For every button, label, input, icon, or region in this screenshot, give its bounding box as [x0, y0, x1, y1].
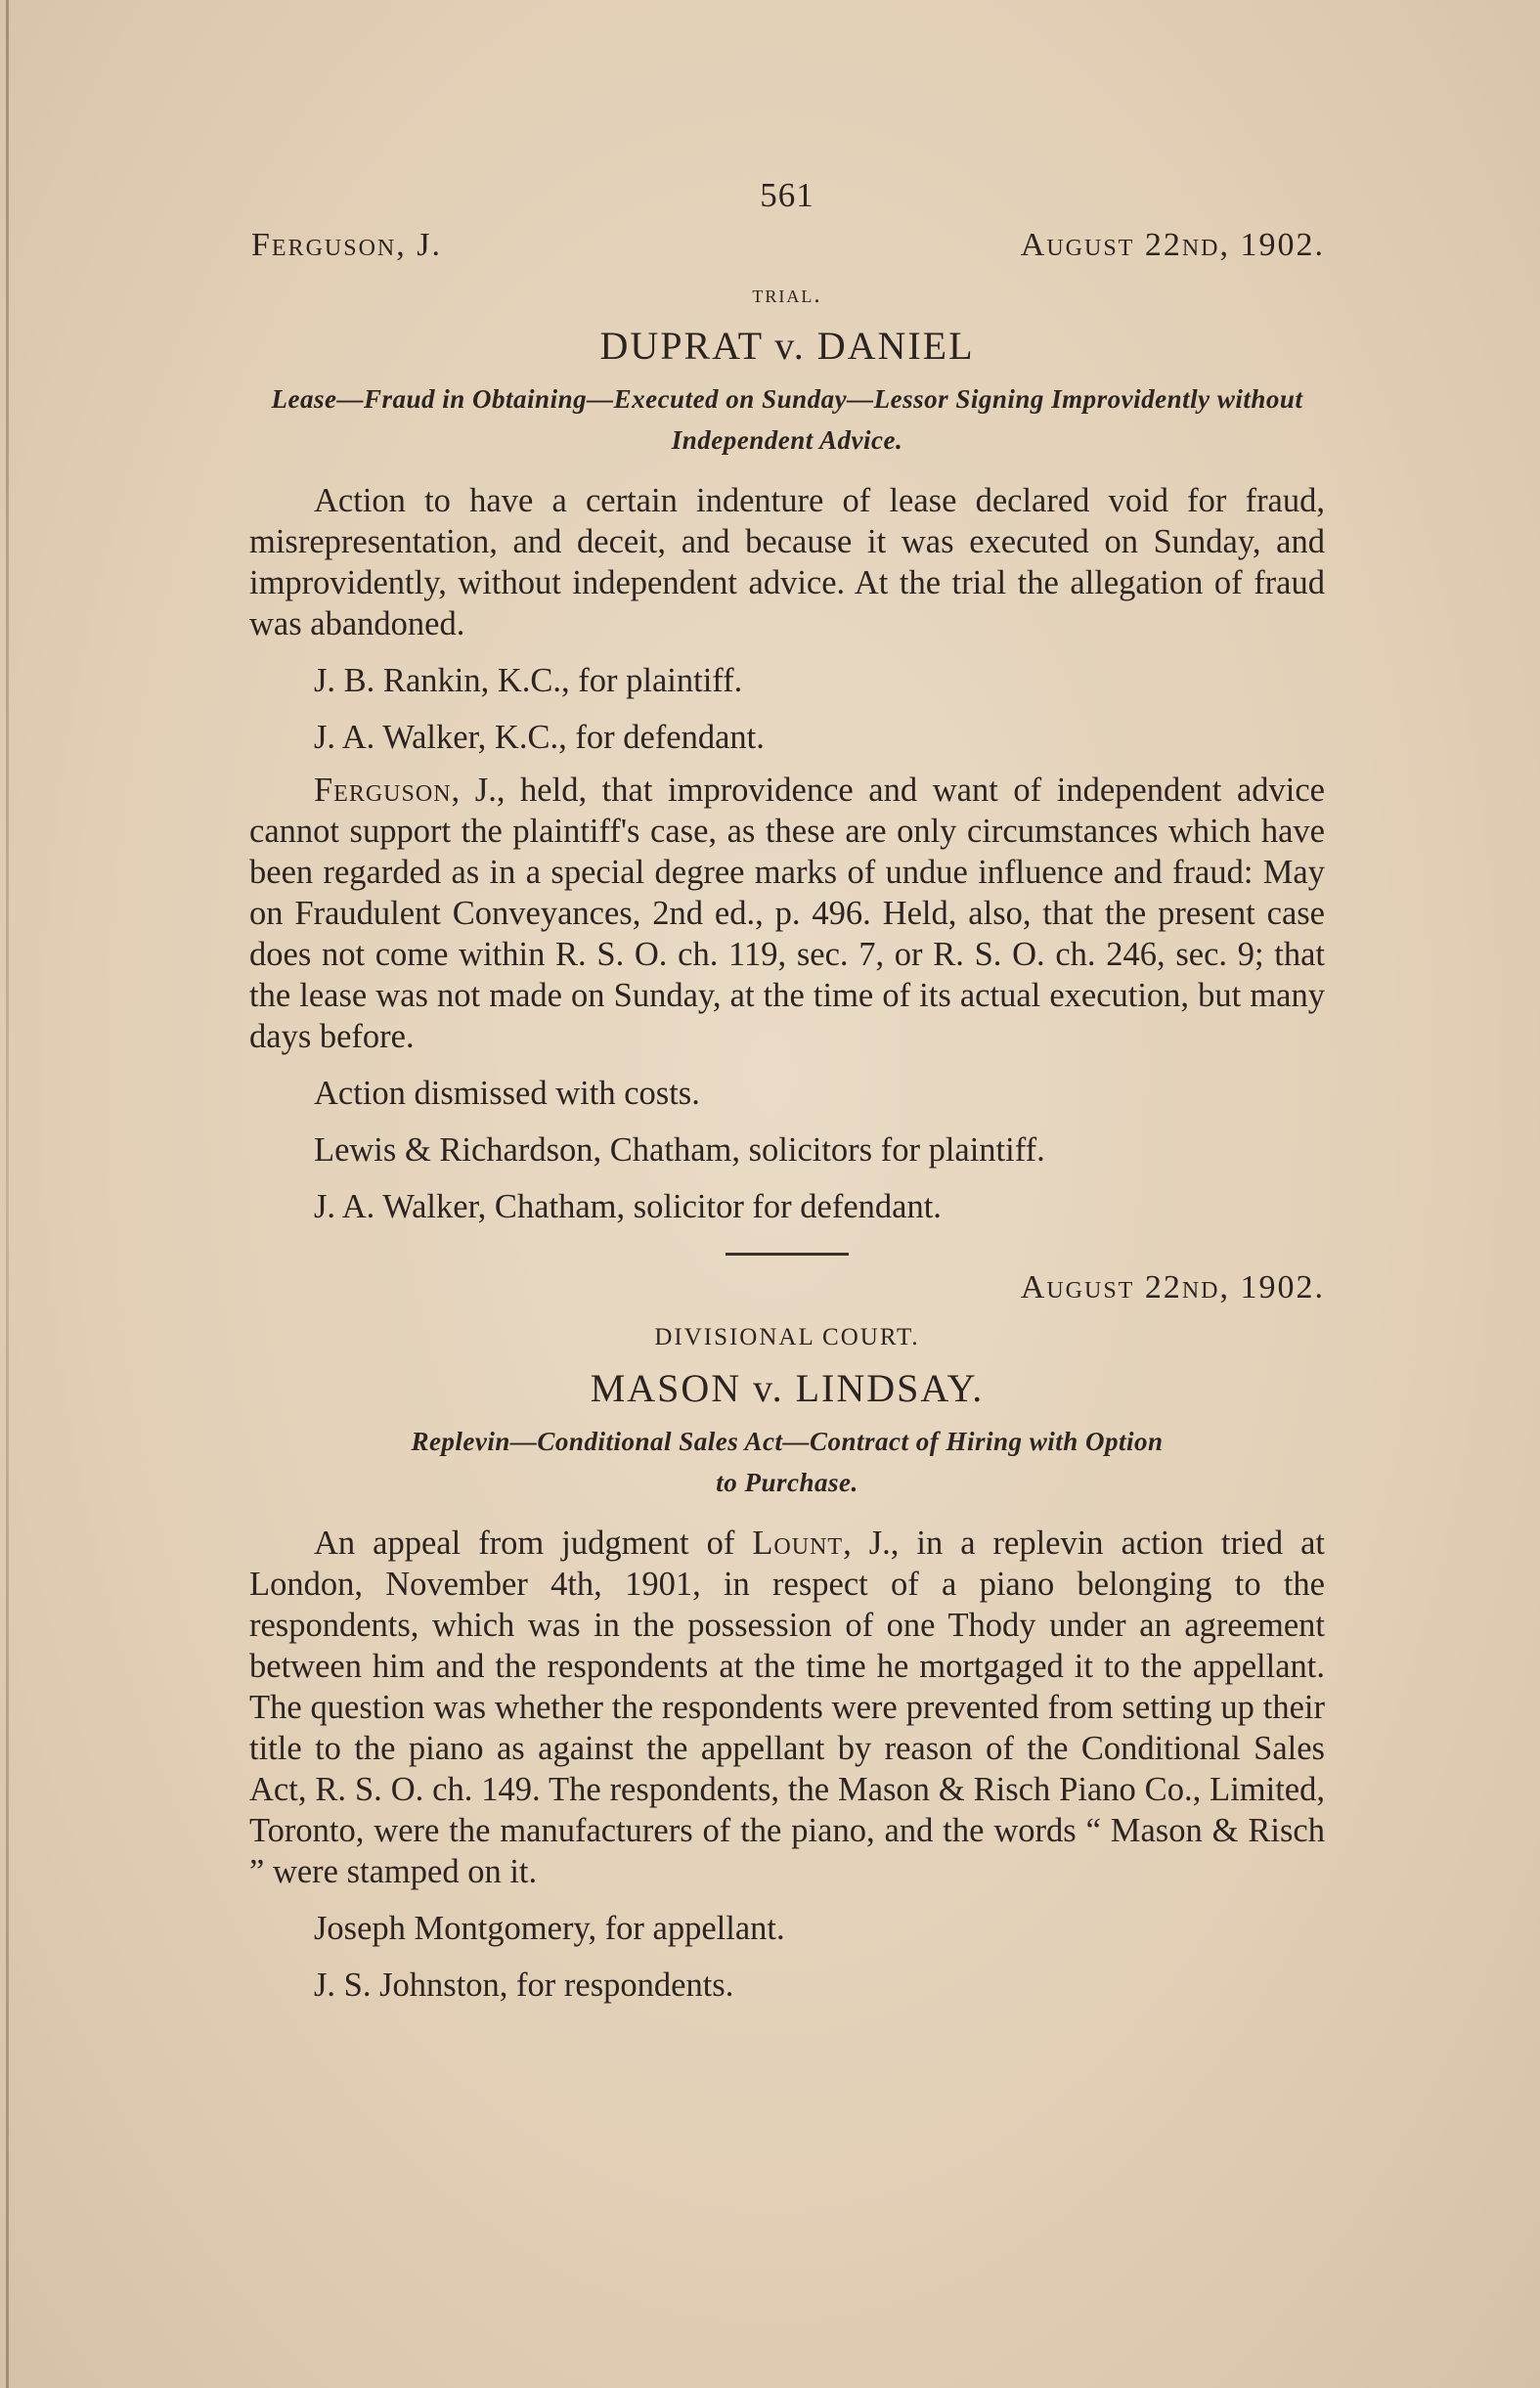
case2-catchwords-line1: Replevin—Conditional Sales Act—Contract of Hiring with Option	[411, 1427, 1164, 1456]
case2-counsel-appellant: Joseph Montgomery, for appellant.	[314, 1910, 785, 1947]
case2-counsel-respondents: J. S. Johnston, for respondents.	[314, 1967, 734, 2004]
case1-holding-text: , J., held, that improvidence and want of independent advice cannot support the plaintiff's case, as these are only circumstances which have been regarded as in a special degree marks of undue influence and fraud: May on Fraudulent Conveyances, 2nd ed., p. 496. Held, also, that the present case does not come within R. S. O. ch. 119, sec. 7, or R. S. O. ch. 246, sec. 9; that the lease was not made on Sunday, at the time of its actual execution, but many days before.	[249, 772, 1325, 1055]
binding-edge	[6, 0, 9, 2388]
case2-statement-b: , J., in a replevin action tried at London, November 4th, 1901, in respect of a piano belonging to the respondents, which was in the possession of one Thody under an agreement between him and the respondents at the time he mortgaged it to the appellant. The question was whether the respondents were prevented from setting up their title to the piano as against the appellant by reason of the Conditional Sales Act, R. S. O. ch. 149. The respondents, the Mason & Risch Piano Co., Limited, Toronto, were the manufacturers of the piano, and the words “ Mason & Risch ” were stamped on it.	[249, 1525, 1325, 1890]
case2-catchwords-line2: to Purchase.	[716, 1468, 858, 1497]
case1-holding-judge: Ferguson	[314, 772, 452, 809]
page-number: 561	[760, 176, 814, 214]
text-column	[249, 147, 1325, 2006]
case2-statement-a: An appeal from judgment of	[314, 1525, 753, 1562]
case2-date: August 22nd, 1902.	[1020, 1269, 1325, 1305]
case1-solicitors-plaintiff: Lewis & Richardson, Chatham, solicitors for plaintiff.	[314, 1131, 1045, 1169]
case1-header	[249, 227, 1325, 270]
case1-solicitors-defendant: J. A. Walker, Chatham, solicitor for defendant.	[314, 1188, 942, 1225]
case1-counsel-plaintiff: J. B. Rankin, K.C., for plaintiff.	[314, 662, 743, 699]
case1-holding	[249, 770, 1325, 1057]
case2-court: DIVISIONAL COURT.	[654, 1324, 920, 1350]
section-divider	[726, 1253, 849, 1256]
case1-catchwords: Lease—Fraud in Obtaining—Executed on Sunday—Lessor Signing Improvidently without Independent Advice.	[271, 384, 1303, 455]
case2-statement	[249, 1523, 1325, 1892]
case1-disposition: Action dismissed with costs.	[314, 1075, 700, 1112]
case2-title: MASON v. LINDSAY.	[590, 1366, 985, 1410]
case1-court: trial.	[752, 282, 822, 308]
case1-title: DUPRAT v. DANIEL	[599, 324, 975, 368]
case1-statement: Action to have a certain indenture of lease declared void for fraud, misrepresentation, and deceit, and because it was executed on Sunday, and improvidently, without independent advice. At the trial the allegation of fraud was abandoned.	[249, 482, 1325, 642]
case1-counsel-defendant: J. A. Walker, K.C., for defendant.	[314, 719, 765, 756]
case2-statement-judge: Lount	[752, 1525, 844, 1562]
case1-judge: Ferguson, J.	[251, 227, 442, 263]
case2-catchwords	[249, 1421, 1325, 1503]
case1-date: August 22nd, 1902.	[1020, 227, 1325, 263]
